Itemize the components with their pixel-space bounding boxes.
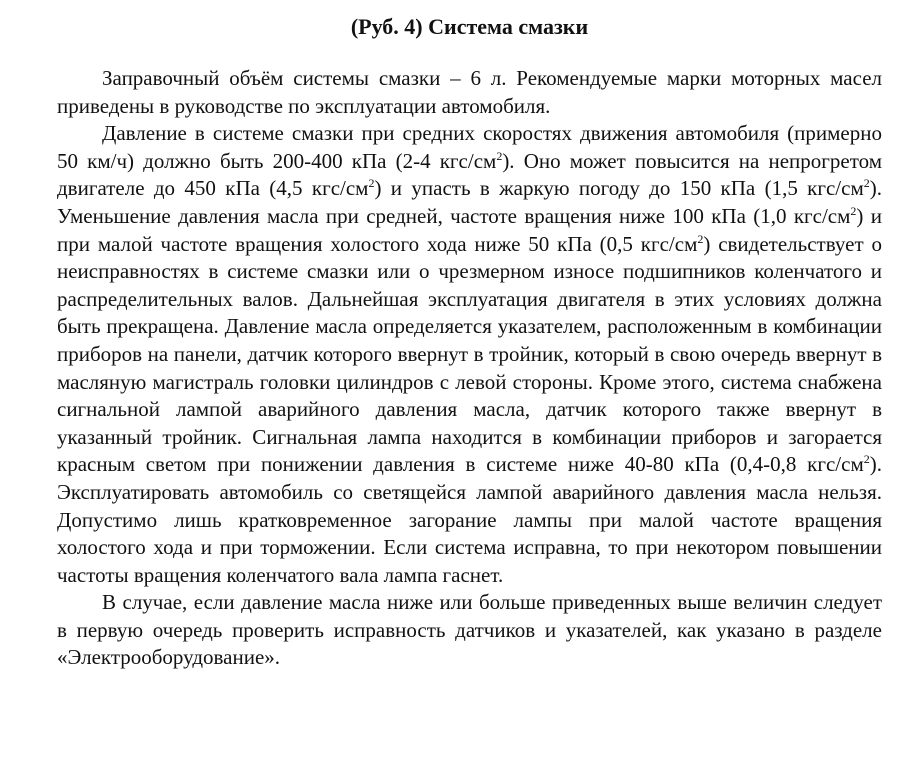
superscript: 2 <box>496 148 503 163</box>
text-run: ) и упасть в жаркую погоду до 150 кПа (1,5 кгс/см <box>374 176 864 201</box>
superscript: 2 <box>850 203 857 218</box>
text-run: Заправочный объём системы смазки – 6 л. Рекомендуемые марки моторных масел приведены в руководстве по эксплуатации автомобиля. <box>57 66 882 118</box>
text-run: ). Оно может повысится на непрогретом двигателе до 450 кПа (4,5 кгс/см <box>57 148 882 201</box>
text-run: В случае, если давление масла ниже или больше приведенных выше величин следует в первую очередь проверить исправность датчиков и указателей, как указано в разделе «Электрооборудование». <box>57 590 882 670</box>
paragraph-sensor-check <box>57 589 882 672</box>
text-run: Давление в системе смазки при средних скоростях движения автомобиля (примерно 50 км/ч) должно быть 200-400 кПа (2-4 кгс/см <box>57 121 882 173</box>
page-title: (Руб. 4) Система смазки <box>350 14 589 39</box>
superscript: 2 <box>697 231 704 246</box>
document-body <box>57 65 882 672</box>
text-run: ). Эксплуатировать автомобиль со светящейся лампой аварийного давления масла нельзя. Допустимо лишь кратковременное загорание лампы при малой частоте вращения холостого хода и при торможении. Если система исправна, то при некотором повышении частоты вращения коленчатого вала лампа гаснет. <box>57 452 882 587</box>
paragraph-fill-volume <box>57 65 882 120</box>
text-run: ) свидетельствует о неисправностях в системе смазки или о чрезмерном износе подшипников коленчатого и распределительных валов. Дальнейшая эксплуатация двигателя в этих условиях должна быть прекращена. Давление масла определяется указателем, расположенным в комбинации приборов на панели, датчик которого ввернут в тройник, который в свою очередь ввернут в масляную магистраль головки цилиндров с левой стороны. Кроме этого, система снабжена сигнальной лампой аварийного давления масла, датчик которого также ввернут в указанный тройник. Сигнальная лампа находится в комбинации приборов и загорается красным светом при понижении давления в системе ниже 40-80 кПа (0,4-0,8 кгс/см <box>57 231 882 477</box>
superscript: 2 <box>368 176 375 191</box>
text-run: ) и при малой частоте вращения холостого хода ниже 50 кПа (0,5 кгс/см <box>57 203 882 256</box>
superscript: 2 <box>863 452 870 467</box>
superscript: 2 <box>863 176 870 191</box>
paragraph-oil-pressure <box>57 120 882 589</box>
text-run: ). Уменьшение давления масла при средней, частоте вращения ниже 100 кПа (1,0 кгс/см <box>57 176 882 228</box>
